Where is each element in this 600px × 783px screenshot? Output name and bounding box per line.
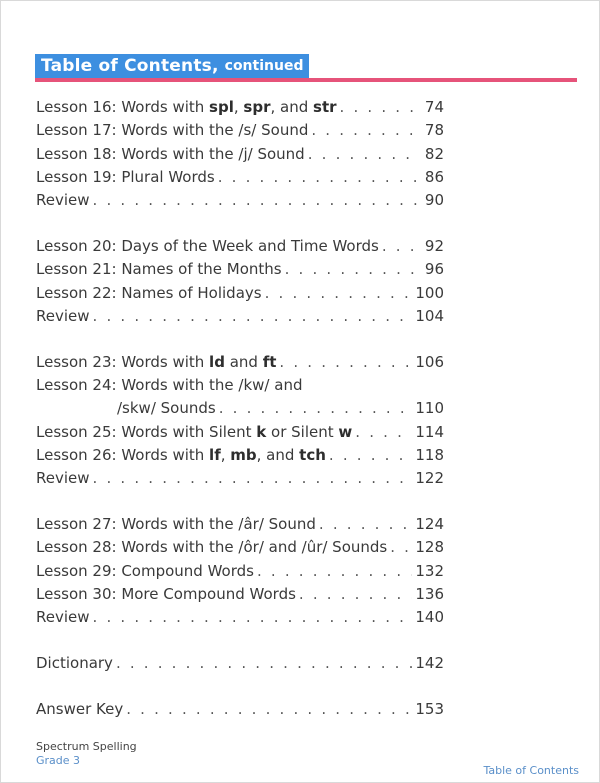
toc-entry-title: Lesson 22: Names of Holidays: [36, 283, 262, 302]
footer-grade: Grade 3: [36, 754, 81, 767]
toc-entry-page-number: 124: [415, 514, 444, 533]
toc-entry-title: Lesson 28: Words with the /ôr/ and /ûr/ Sounds: [36, 538, 388, 557]
toc-group: [36, 96, 444, 212]
toc-entry: [36, 583, 444, 606]
toc-entry: [36, 351, 444, 374]
toc-entry-title: Lesson 27: Words with the /âr/ Sound: [36, 514, 316, 533]
toc-entry-title: Lesson 21: Names of the Months: [36, 260, 282, 279]
dot-leader: [308, 143, 417, 166]
toc-entry-title: Dictionary: [36, 653, 113, 672]
toc-entry-page-number: 122: [415, 469, 444, 488]
toc-entry: [36, 397, 444, 420]
toc-entry: [36, 698, 444, 721]
toc-entry-title: Lesson 16: Words with spl, spr, and str: [36, 98, 337, 116]
toc-entry-page-number: 132: [415, 561, 444, 580]
toc-entry: [36, 652, 444, 675]
dot-leader: [319, 513, 412, 536]
toc-entry-page-number: 142: [415, 653, 444, 672]
toc-entry-title: Lesson 17: Words with the /s/ Sound: [36, 121, 309, 140]
dot-leader: [257, 560, 412, 583]
toc-entry-first-line: Lesson 24: Words with the /kw/ and: [36, 375, 303, 394]
toc-entry: [36, 305, 444, 328]
toc-entry: [36, 444, 444, 467]
toc-entry-title: /skw/ Sounds: [117, 399, 216, 418]
toc-entry-title: Lesson 23: Words with ld and ft: [36, 352, 277, 371]
dot-leader: [390, 536, 412, 559]
section-title: Table of Contents,: [41, 56, 219, 76]
dot-leader: [93, 467, 413, 490]
toc-entry-title: Lesson 20: Days of the Week and Time Words: [36, 236, 379, 255]
dot-leader: [218, 166, 417, 189]
dot-leader: [93, 606, 413, 629]
dot-leader: [93, 189, 417, 212]
footer-book-title: Spectrum Spelling: [36, 740, 137, 753]
toc-entry: [36, 258, 444, 281]
section-title-suffix: continued: [224, 58, 304, 74]
section-header-banner: [35, 54, 309, 78]
toc-group: [36, 351, 444, 491]
toc-entry-page-number: 74: [424, 98, 444, 116]
dot-leader: [355, 421, 412, 444]
dot-leader: [311, 119, 417, 142]
toc-entry-title: Lesson 18: Words with the /j/ Sound: [36, 144, 305, 163]
dot-leader: [219, 397, 413, 420]
dot-leader: [279, 351, 412, 374]
toc-entry-page-number: 96: [424, 260, 444, 279]
footer-book-info: [36, 740, 137, 768]
toc-entry-title: Review: [36, 469, 90, 488]
toc-entry: [36, 189, 444, 212]
dot-leader: [126, 698, 412, 721]
toc-entry: [36, 536, 444, 559]
header-rule: [35, 78, 577, 82]
toc-group: [36, 235, 444, 328]
toc-entry-title: Lesson 30: More Compound Words: [36, 584, 296, 603]
toc-entry-title: Review: [36, 191, 90, 210]
table-of-contents: [36, 96, 444, 744]
toc-entry: [36, 96, 444, 119]
footer-section-name: Table of Contents: [483, 764, 579, 777]
toc-entry-page-number: 114: [415, 422, 444, 441]
toc-entry-page-number: 90: [424, 191, 444, 210]
toc-entry: [36, 513, 444, 536]
toc-entry-page-number: 110: [415, 399, 444, 418]
toc-entry-page-number: 82: [424, 144, 444, 163]
toc-entry-page-number: 106: [415, 352, 444, 371]
dot-leader: [340, 96, 417, 119]
toc-entry-title: Lesson 29: Compound Words: [36, 561, 254, 580]
dot-leader: [329, 444, 412, 467]
toc-entry-title: Lesson 25: Words with Silent k or Silent w: [36, 422, 353, 441]
toc-entry: [36, 166, 444, 189]
dot-leader: [116, 652, 412, 675]
toc-entry-page-number: 92: [424, 236, 444, 255]
toc-entry-page-number: 118: [415, 445, 444, 464]
toc-entry-title: Review: [36, 608, 90, 627]
toc-entry-page-number: 136: [415, 584, 444, 603]
toc-entry-page-number: 104: [415, 306, 444, 325]
toc-entry: [36, 467, 444, 490]
toc-entry-title: Lesson 19: Plural Words: [36, 167, 215, 186]
toc-entry: [36, 119, 444, 142]
toc-entry-page-number: 100: [415, 283, 444, 302]
toc-entry: [36, 282, 444, 305]
toc-entry-page-number: 128: [415, 538, 444, 557]
toc-entry: [36, 143, 444, 166]
toc-entry-page-number: 86: [424, 167, 444, 186]
dot-leader: [93, 305, 413, 328]
toc-group: [36, 652, 444, 675]
dot-leader: [382, 235, 417, 258]
toc-entry: [36, 606, 444, 629]
toc-entry: [36, 560, 444, 583]
toc-entry-title: Review: [36, 306, 90, 325]
dot-leader: [265, 282, 413, 305]
toc-group: [36, 513, 444, 629]
dot-leader: [285, 258, 417, 281]
toc-entry-page-number: 78: [424, 121, 444, 140]
toc-entry-page-number: 153: [415, 699, 444, 718]
dot-leader: [299, 583, 412, 606]
toc-entry: [36, 235, 444, 258]
toc-entry-title: Lesson 26: Words with lf, mb, and tch: [36, 445, 326, 464]
toc-entry: [36, 421, 444, 444]
toc-group: [36, 698, 444, 721]
toc-entry-title: Answer Key: [36, 699, 124, 718]
toc-entry-page-number: 140: [415, 608, 444, 627]
